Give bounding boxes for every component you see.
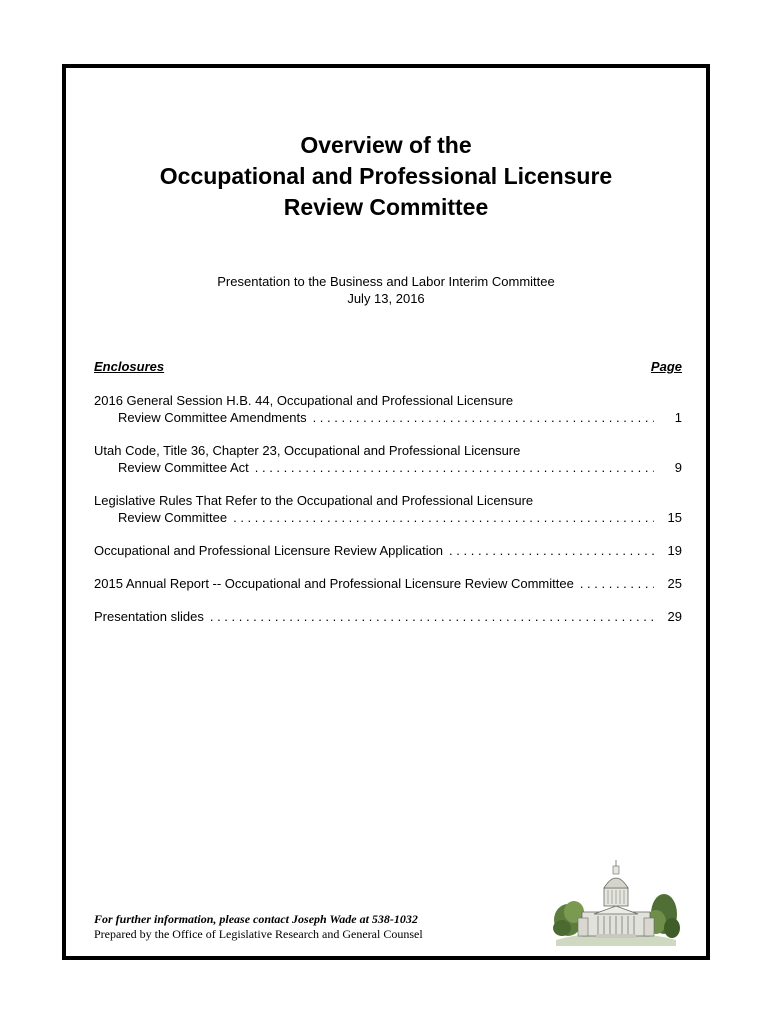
list-item bbox=[94, 575, 682, 592]
document-frame bbox=[62, 64, 710, 960]
dot-leader bbox=[255, 459, 654, 476]
dot-leader bbox=[580, 575, 654, 592]
list-item bbox=[94, 542, 682, 559]
list-item bbox=[94, 442, 682, 476]
dot-leader bbox=[449, 542, 654, 559]
entry-title: Legislative Rules That Refer to the Occupational and Professional Licensure bbox=[94, 493, 534, 508]
subtitle-date: July 13, 2016 bbox=[347, 291, 425, 306]
entry-page: 19 bbox=[667, 543, 682, 558]
title-line-1: Overview of the bbox=[300, 132, 472, 158]
document-title bbox=[66, 130, 706, 223]
enclosures-header bbox=[94, 359, 682, 374]
page-heading: Page bbox=[650, 359, 682, 374]
document-subtitle bbox=[66, 273, 706, 307]
list-item bbox=[94, 492, 682, 526]
entry-page: 1 bbox=[674, 410, 682, 425]
title-line-2: Occupational and Professional Licensure bbox=[159, 163, 613, 189]
enclosures-list bbox=[94, 392, 682, 641]
contact-info: For further information, please contact Joseph Wade at 538-1032 bbox=[94, 912, 418, 926]
entry-title-cont: Review Committee bbox=[118, 510, 228, 525]
enclosures-heading: Enclosures bbox=[94, 359, 165, 374]
title-line-3: Review Committee bbox=[283, 194, 489, 220]
entry-page: 9 bbox=[674, 460, 682, 475]
footer bbox=[94, 912, 423, 942]
dot-leader bbox=[210, 608, 654, 625]
dot-leader bbox=[313, 409, 654, 426]
entry-title: Occupational and Professional Licensure Review Application bbox=[94, 543, 444, 558]
subtitle-presentation: Presentation to the Business and Labor Interim Committee bbox=[217, 274, 555, 289]
entry-title-cont: Review Committee Act bbox=[118, 460, 249, 475]
entry-title: Presentation slides bbox=[94, 609, 204, 624]
entry-title: 2015 Annual Report -- Occupational and Professional Licensure Review Committee bbox=[94, 576, 574, 591]
list-item bbox=[94, 392, 682, 426]
entry-title: Utah Code, Title 36, Chapter 23, Occupational and Professional Licensure bbox=[94, 443, 521, 458]
entry-page: 29 bbox=[667, 609, 682, 624]
list-item bbox=[94, 608, 682, 625]
capitol-building-illustration bbox=[552, 856, 680, 946]
prepared-by: Prepared by the Office of Legislative Research and General Counsel bbox=[94, 927, 423, 941]
entry-page: 25 bbox=[667, 576, 682, 591]
dot-leader bbox=[233, 509, 654, 526]
entry-page: 15 bbox=[667, 510, 682, 525]
entry-title-cont: Review Committee Amendments bbox=[118, 410, 307, 425]
entry-title: 2016 General Session H.B. 44, Occupational and Professional Licensure bbox=[94, 393, 514, 408]
